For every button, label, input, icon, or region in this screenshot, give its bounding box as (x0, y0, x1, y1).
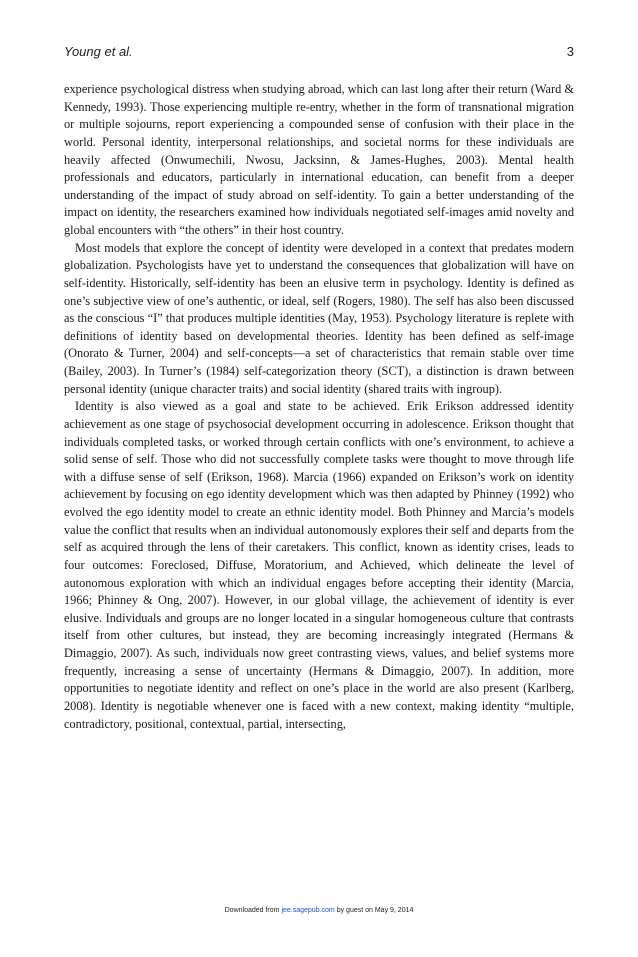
paragraph-identity-achievement: Identity is also viewed as a goal and state to be achieved. Erik Erikson addressed identity achievement as one stage of psychosocial development occurring in adolescence. Erikson thought that individuals completed tasks, or worked through certain conflicts with one’s environment, to achieve a solid sense of self. Those who did not successfully complete tasks were thought to move through life with a diffuse sense of self (Erikson, 1968). Marcia (1966) expanded on Erikson’s work on identity achievement by focusing on ego identity development which was then adapted by Phinney (1992) who evolved the ego identity model to create an ethnic identity model. Both Phinney and Marcia’s models value the conflict that results when an individual autonomously explores their self and departs from the self as acquired through the lens of their caretakers. This conflict, known as identity crises, leads to four outcomes: Foreclosed, Diffuse, Moratorium, and Achieved, which delineate the level of autonomous exploration with which an individual engages before accepting their identity (Marcia, 1966; Phinney & Ong, 2007). However, in our global village, the achievement of identity is ever elusive. Individuals and groups are no longer located in a singular homogeneous culture that contrasts itself from other cultures, but instead, they are becoming increasingly integrated (Hermans & Dimaggio, 2007). As such, individuals now greet contrasting views, values, and belief systems more frequently, increasing a sense of uncertainty (Hermans & Dimaggio, 2007). In addition, more opportunities to negotiate identity and reflect on one’s place in the world are also present (Karlberg, 2008). Identity is negotiable whenever one is faced with a new context, making identity “multiple, contradictory, positional, contextual, partial, intersecting, (64, 399, 574, 731)
footer-prefix: Downloaded from (224, 907, 282, 914)
footer-suffix: by guest on May 9, 2014 (334, 907, 414, 914)
page-header (64, 44, 574, 66)
footer-journal-link[interactable]: jee.sagepub.com (281, 907, 335, 914)
paragraph-continuation: experience psychological distress when studying abroad, which can last long after their return (Ward & Kennedy, 1993). Those experiencing multiple re-entry, whether in the form of transnational migration or multiple sojourns, report experiencing a compounded sense of confusion with their place in the world. Personal identity, interpersonal relationships, and societal norms for these individuals are heavily affected (Onwumechili, Nwosu, Jacksinn, & James-Hughes, 2003). Mental health professionals and educators, particularly in international education, can benefit from a deeper understanding of the impact of study abroad on self-identity. To gain a better understanding of the impact on identity, the researchers examined how individuals negotiated self-images amid novelty and global encounters with “the others” in their host country. (64, 82, 574, 237)
download-footer (0, 907, 638, 914)
running-head: Young et al. (64, 44, 133, 59)
body-text (64, 81, 574, 733)
page-number: 3 (566, 44, 574, 59)
paragraph-identity-models: Most models that explore the concept of identity were developed in a context that predates modern globalization. Psychologists have yet to understand the consequences that globalization will have on self-identity. Historically, self-identity has been an elusive term in psychology. Identity is defined as one’s subjective view of one’s authentic, or ideal, self (Rogers, 1980). The self has also been discussed as the conscious “I” that produces multiple identities (May, 1953). Psychology literature is replete with definitions of identity based on developmental theories. Identity has been defined as self-image (Onorato & Turner, 2004) and self-concepts—a set of characteristics that remain stable over time (Bailey, 2003). In Turner’s (1984) self-categorization theory (SCT), a distinction is drawn between personal identity (unique character traits) and social identity (shared traits with ingroup). (64, 240, 574, 396)
